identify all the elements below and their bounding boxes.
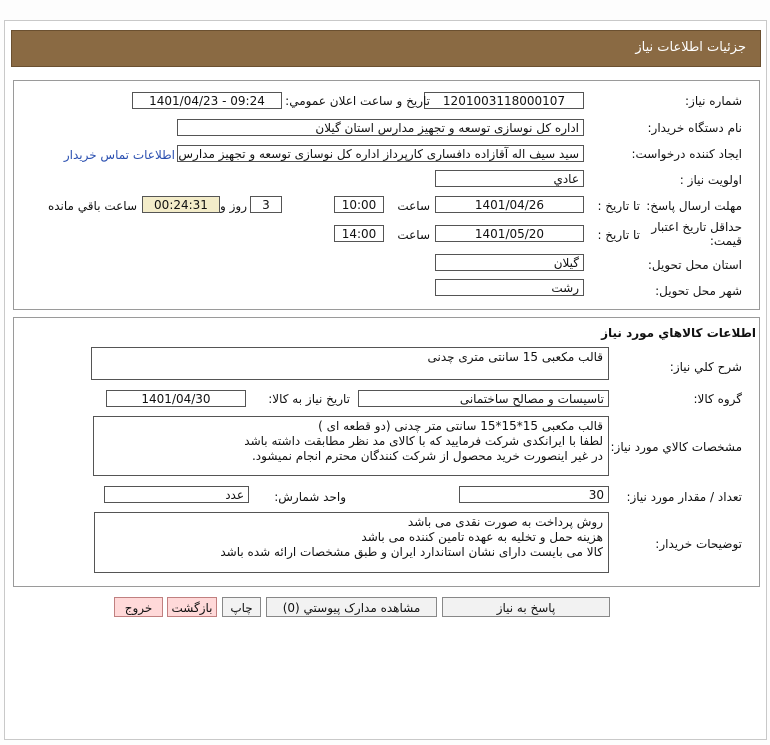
summary-field — [91, 347, 609, 380]
reply-time-field: 10:00 — [334, 196, 384, 213]
reply-button[interactable]: پاسخ به نياز — [442, 597, 610, 617]
need-number-field: 1201003118000107 — [424, 92, 584, 109]
buyer-label: نام دستگاه خريدار: — [647, 121, 742, 135]
goods-section-title: اطلاعات کالاهاي مورد نياز — [601, 326, 756, 340]
print-button[interactable]: چاپ — [222, 597, 261, 617]
reply-time-label: ساعت — [397, 199, 430, 213]
buyer-desc-line: هزینه حمل و تخلیه به عهده تامین کننده می باشد — [361, 530, 603, 544]
page-title: جزئيات اطلاعات نياز — [635, 40, 746, 55]
buyer-desc-line: روش پرداخت به صورت نقدی می باشد — [407, 515, 603, 529]
buyer-desc-field — [94, 512, 609, 573]
need-date-field: 1401/04/30 — [106, 390, 246, 407]
buyer-desc-label: توضيحات خريدار: — [655, 537, 742, 551]
summary-text: قالب مکعبی 15 سانتی متری چدنی — [427, 350, 603, 364]
remaining-time-field: 00:24:31 — [142, 196, 220, 213]
validity-time-label: ساعت — [397, 228, 430, 242]
days-remaining-field: 3 — [250, 196, 282, 213]
spec-line: در غیر اینصورت خرید محصول از شرکت کنندگان محترم انجام نمیشود. — [251, 449, 603, 463]
attachments-button[interactable]: مشاهده مدارک پيوستي (0) — [266, 597, 437, 617]
validity-date-field: 1401/05/20 — [435, 225, 584, 242]
need-number-label: شماره نياز: — [685, 94, 742, 108]
remaining-time-label: ساعت باقي مانده — [47, 199, 137, 213]
need-date-label: تاريخ نياز به کالا: — [268, 392, 350, 406]
creator-label: ايجاد کننده درخواست: — [631, 147, 742, 161]
announce-label: تاريخ و ساعت اعلان عمومي: — [285, 94, 430, 108]
summary-label: شرح کلي نياز: — [669, 360, 742, 374]
city-label: شهر محل تحويل: — [655, 284, 742, 298]
unit-label: واحد شمارش: — [274, 490, 346, 504]
priority-label: اولويت نياز : — [679, 173, 742, 187]
buyer-desc-line: کالا می بایست دارای نشان استاندارد ایران و طبق مشخصات ارائه شده باشد — [220, 545, 603, 559]
qty-label: تعداد / مقدار مورد نياز: — [626, 490, 742, 504]
announce-field: 1401/04/23 - 09:24 — [132, 92, 282, 109]
city-field: رشت — [435, 279, 584, 296]
reply-to-date-label: تا تاريخ : — [597, 199, 640, 213]
group-field: تاسیسات و مصالح ساختمانی — [358, 390, 609, 407]
province-label: استان محل تحويل: — [647, 258, 742, 272]
back-button[interactable]: بازگشت — [167, 597, 217, 617]
spec-field — [93, 416, 609, 476]
reply-deadline-label: مهلت ارسال پاسخ: — [646, 199, 742, 213]
spec-line: لطفا با ایرانکدی شرکت فرمایید که با کالای مد نظر مطابقت داشته باشد — [244, 434, 603, 448]
exit-button[interactable]: خروج — [114, 597, 163, 617]
need-info-panel — [13, 80, 760, 310]
priority-field: عادي — [435, 170, 584, 187]
qty-field: 30 — [459, 486, 609, 503]
validity-to-date-label: تا تاريخ : — [597, 228, 640, 242]
unit-field: عدد — [104, 486, 249, 503]
days-label: روز و — [220, 199, 247, 213]
creator-field: سید سیف اله آقازاده دافساری کارپرداز اداره کل نوسازی توسعه و تجهیز مدارس — [177, 145, 584, 162]
spec-line: قالب مکعبی 15*15*15 سانتی متر چدنی (دو قطعه ای ) — [318, 419, 603, 433]
group-label: گروه کالا: — [693, 392, 742, 406]
province-field: گيلان — [435, 254, 584, 271]
buyer-field: اداره کل نوسازی توسعه و تجهیز مدارس استان گیلان — [177, 119, 584, 136]
validity-time-field: 14:00 — [334, 225, 384, 242]
spec-label: مشخصات کالاي مورد نياز: — [610, 440, 742, 454]
buyer-contact-link[interactable]: اطلاعات تماس خريدار — [63, 148, 175, 162]
page-header — [11, 30, 761, 67]
reply-date-field: 1401/04/26 — [435, 196, 584, 213]
validity-label: حداقل تاريخ اعتبار قيمت: — [651, 220, 742, 248]
